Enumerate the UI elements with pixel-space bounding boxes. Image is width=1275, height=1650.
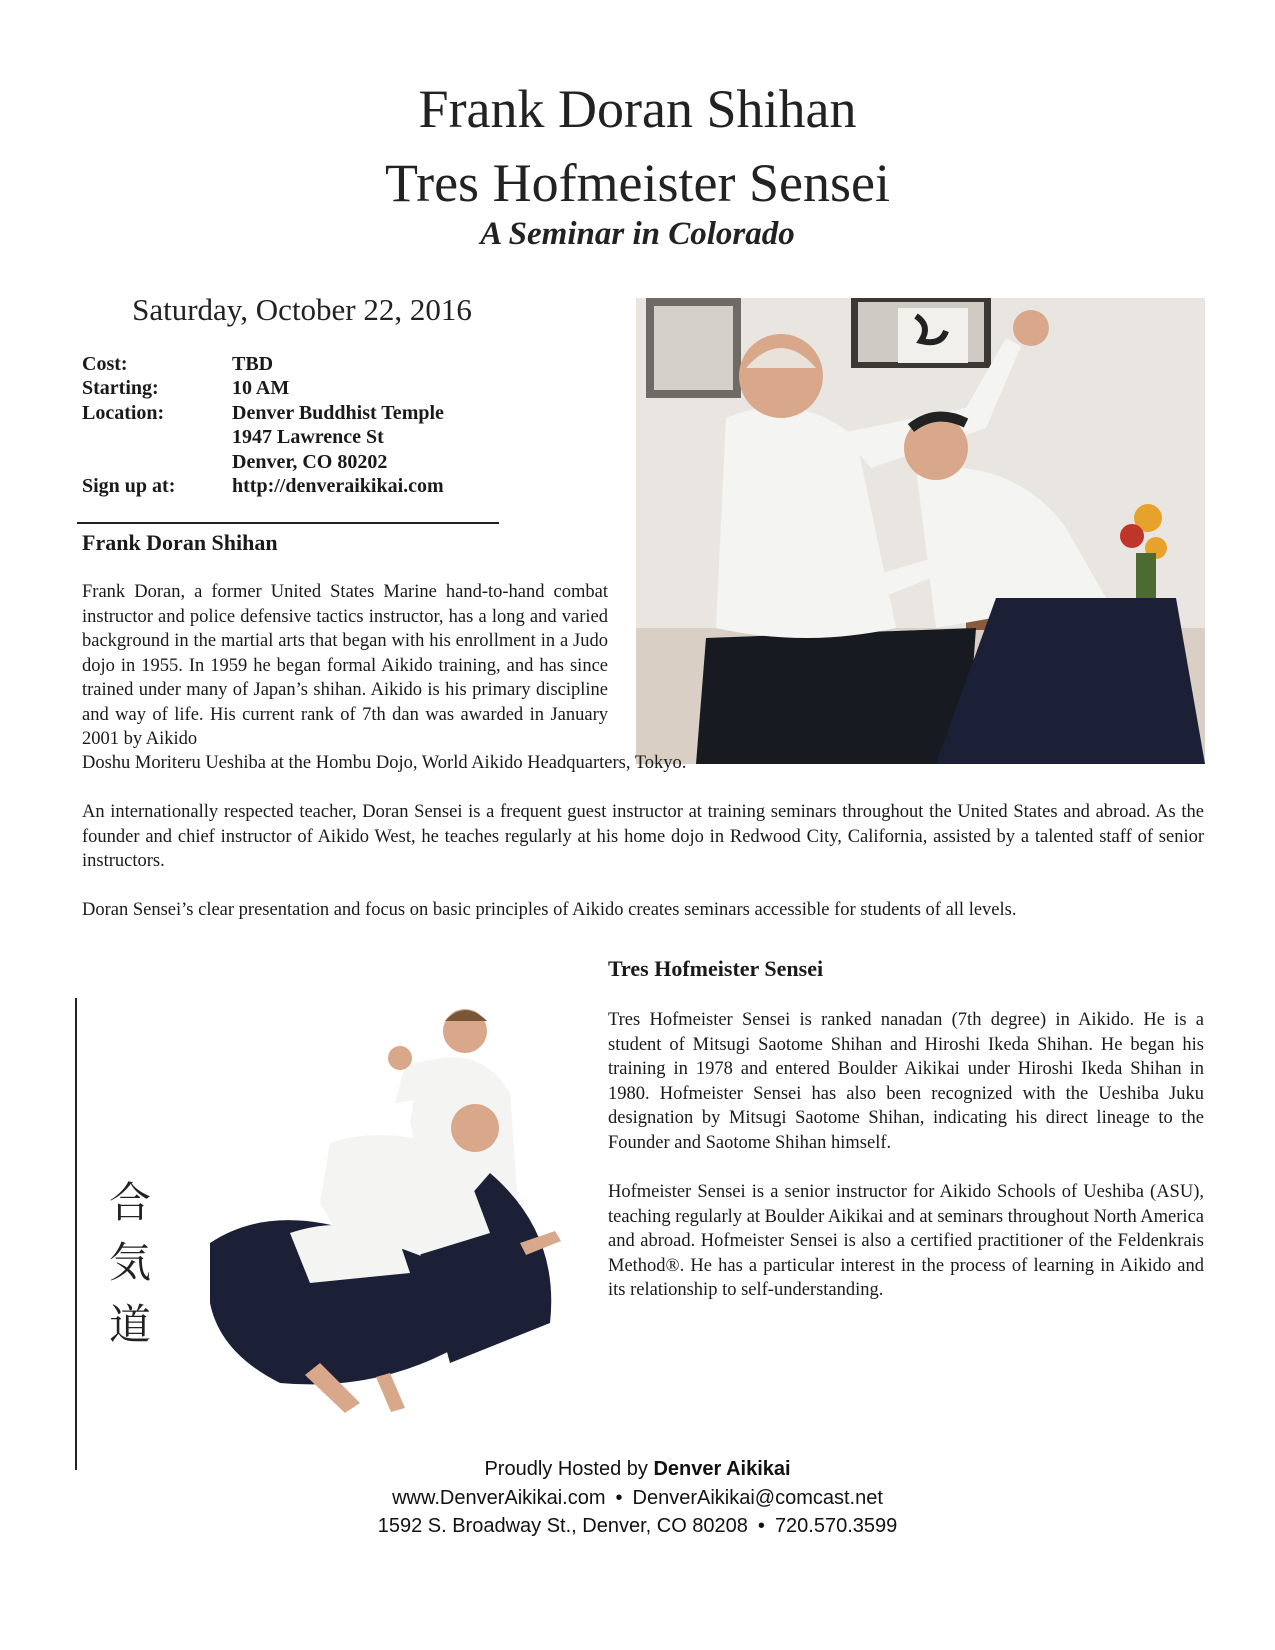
hofmeister-bio-paragraph-2: Hofmeister Sensei is a senior instructor for Aikido Schools of Ueshiba (ASU), teaching regularly at Boulder Aikikai and at seminars throughout North America and abroad. Hofmeister Sensei is also a certified practitioner of the Feldenkrais Method®. He has a particular interest in the process of learning in Aikido and its relationship to self-understanding. [608,1182,1204,1300]
doran-bio-paragraph-2: An internationally respected teacher, Doran Sensei is a frequent guest instructor at training seminars throughout the United States and abroad. As the founder and chief instructor of Aikido West, he teaches regularly at his home dojo in Redwood City, California, assisted by a talented staff of senior instructors. [82,802,1204,871]
divider [77,522,499,524]
section-heading-doran: Frank Doran Shihan [82,530,278,555]
kanji-ai: 合 [108,1178,151,1227]
detail-value: 1947 Lawrence St [232,426,384,448]
doran-technique-photo [636,298,1205,764]
footer-address: 1592 S. Broadway St., Denver, CO 80208 [377,1515,748,1537]
footer-address-line [0,1515,1275,1538]
hofmeister-bio-paragraph-1: Tres Hofmeister Sensei is ranked nanadan (7th degree) in Aikido. He is a student of Mitsugi Saotome Shihan and Hiroshi Ikeda Shihan. He began his training in 1978 and entered Boulder Aikikai under Hiroshi Ikeda Shihan in 1980. Hofmeister Sensei has also been recognized with the Ueshiba Juku designation by Mitsugi Saotome Shihan, indicating his direct lineage to the Founder and Saotome Shihan himself. [608,1010,1204,1153]
detail-value: Denver, CO 80202 [232,451,388,473]
detail-label: Cost: [82,353,128,375]
footer-website-link[interactable]: www.DenverAikikai.com [392,1487,606,1509]
vertical-rule [75,998,77,1470]
host-name: Denver Aikikai [653,1458,791,1480]
doran-bio-paragraph-3: Doran Sensei’s clear presentation and focus on basic principles of Aikido creates seminars accessible for students of all levels. [82,900,1017,920]
footer-phone: 720.570.3599 [774,1515,898,1537]
doran-photo-illustration [636,298,1205,764]
kanji-ki: 気 [108,1238,151,1287]
kanji-do: 道 [108,1300,151,1349]
footer-hosted-by [0,1458,1275,1481]
event-date: Saturday, October 22, 2016 [132,292,472,327]
detail-label: Starting: [82,377,159,399]
signup-link[interactable]: http://denveraikikai.com [232,475,444,497]
detail-label: Location: [82,402,165,424]
page-title-line-2: Tres Hofmeister Sensei [385,153,890,213]
detail-value: 10 AM [232,377,290,399]
detail-value: TBD [232,353,274,375]
page-subtitle: A Seminar in Colorado [480,216,795,252]
detail-value: Denver Buddhist Temple [232,402,444,424]
hofmeister-technique-photo [190,1003,590,1423]
hosted-prefix: Proudly Hosted by [484,1458,648,1480]
footer-email-link[interactable]: DenverAikikai@comcast.net [632,1487,883,1509]
doran-bio-paragraph-1-tail: Doshu Moriteru Ueshiba at the Hombu Dojo, World Aikido Headquarters, Tokyo. [82,753,687,773]
detail-label: Sign up at: [82,475,176,497]
hofmeister-photo-illustration [190,1003,590,1423]
separator-dot: • [615,1487,623,1509]
page-title-line-1: Frank Doran Shihan [418,79,857,139]
separator-dot: • [757,1515,765,1537]
section-heading-hofmeister: Tres Hofmeister Sensei [608,956,824,981]
doran-bio-paragraph-1: Frank Doran, a former United States Marine hand-to-hand combat instructor and police defensive tactics instructor, has a long and varied background in the martial arts that began with his enrollment in a Judo dojo in 1955. In 1959 he began formal Aikido training, and has since trained under many of Japan’s shihan. Aikido is his primary discipline and way of life. His current rank of 7th dan was awarded in January 2001 by Aikido [82,582,608,749]
footer-contact-line [0,1487,1275,1510]
